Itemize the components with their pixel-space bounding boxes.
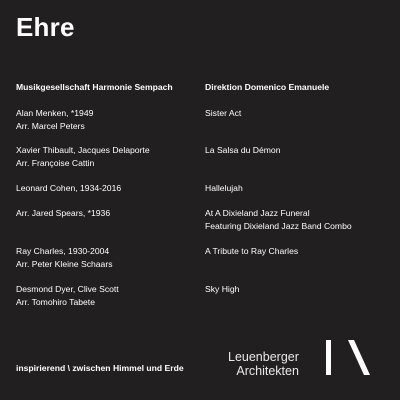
- piece-line: La Salsa du Démon: [205, 145, 281, 155]
- conductor-name: Direktion Domenico Emanuele: [205, 82, 330, 92]
- arranger-line: Arr. Peter Kleine Schaars: [16, 259, 113, 269]
- program-piece-5: [205, 245, 298, 258]
- program-piece-1: [205, 107, 241, 120]
- composer-line: Leonard Cohen, 1934-2016: [16, 183, 122, 193]
- composer-line: Xavier Thibault, Jacques Delaporte: [16, 145, 150, 155]
- page-title: Ehre: [16, 12, 75, 42]
- program-piece-4: [205, 207, 352, 233]
- program-composer-2: [16, 144, 150, 170]
- leuenberger-logo-icon: [322, 340, 376, 375]
- program-piece-6: [205, 283, 239, 296]
- program-piece-3: [205, 182, 243, 195]
- arranger-line: Arr. Marcel Peters: [16, 121, 85, 131]
- composer-line: Ray Charles, 1930-2004: [16, 246, 110, 256]
- program-composer-6: [16, 283, 119, 309]
- program-piece-2: [205, 144, 280, 157]
- piece-line: Sky High: [205, 284, 240, 294]
- sponsor-name: [228, 350, 299, 378]
- program-composer-3: [16, 182, 121, 195]
- orchestra-name: Musikgesellschaft Harmonie Sempach: [16, 82, 173, 92]
- composer-line: Arr. Jared Spears, *1936: [16, 208, 111, 218]
- piece-line: Hallelujah: [205, 183, 243, 193]
- arranger-line: Arr. Françoise Cattin: [16, 158, 95, 168]
- piece-line: At A Dixieland Jazz Funeral: [205, 208, 310, 218]
- sponsor-name-line-1: Leuenberger: [228, 350, 299, 364]
- arranger-line: Arr. Tomohiro Tabete: [16, 297, 95, 307]
- composer-line: Alan Menken, *1949: [16, 108, 94, 118]
- composer-line: Desmond Dyer, Clive Scott: [16, 284, 119, 294]
- piece-feature-line: Featuring Dixieland Jazz Band Combo: [205, 221, 352, 231]
- program-composer-5: [16, 245, 113, 271]
- piece-line: Sister Act: [205, 108, 242, 118]
- piece-line: A Tribute to Ray Charles: [205, 246, 299, 256]
- tagline: inspirierend \ zwischen Himmel und Erde: [16, 363, 184, 373]
- program-composer-4: [16, 207, 110, 220]
- program-composer-1: [16, 107, 93, 133]
- sponsor-name-line-2: Architekten: [236, 364, 299, 378]
